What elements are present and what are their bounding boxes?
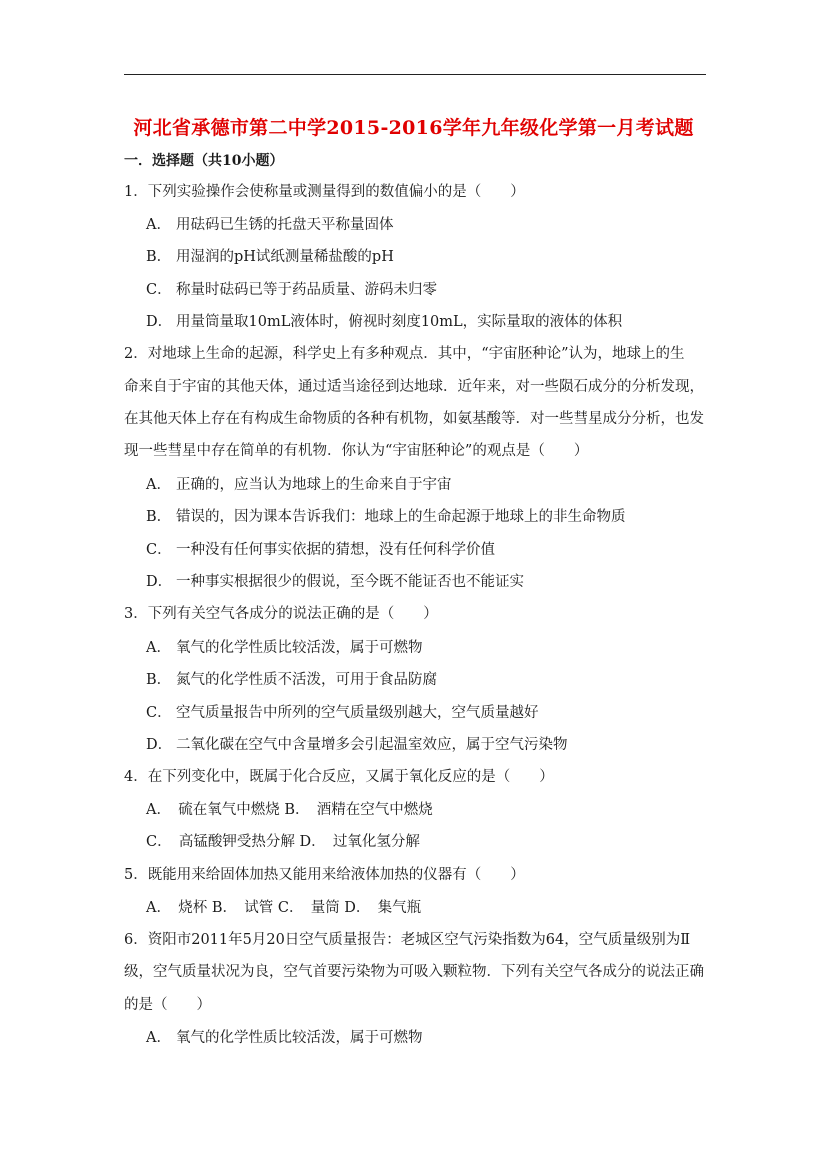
option-text: 氧气的化学性质比较活泼，属于可燃物	[176, 1030, 423, 1046]
option-text: 称量时砝码已等于药品质量、游码未归零	[176, 282, 437, 298]
question-2-option-a	[146, 476, 452, 494]
question-3-option-a	[146, 639, 423, 657]
question-1-option-a	[146, 216, 394, 234]
question-6-stem-line-3: 的是（ ）	[124, 997, 211, 1013]
option-text: 错误的，因为课本告诉我们：地球上的生命起源于地球上的非生命物质	[176, 509, 626, 525]
option-text: 用量筒量取10mL液体时，俯视时刻度10mL，实际量取的液体的体积	[176, 314, 623, 330]
option-text: 一种事实根据很少的假说，至今既不能证否也不能证实	[176, 574, 524, 590]
option-key: C．	[146, 542, 172, 558]
question-3-option-c	[146, 704, 539, 722]
question-6-stem-line-1: 6．资阳市2011年5月20日空气质量报告：老城区空气污染指数为64，空气质量级别为Ⅱ	[124, 932, 691, 948]
question-4-options-line-2: C． 高锰酸钾受热分解 D． 过氧化氢分解	[146, 834, 420, 850]
option-key: B．	[146, 672, 172, 688]
question-6-stem-line-2: 级，空气质量状况为良，空气首要污染物为可吸入颗粒物．下列有关空气各成分的说法正确	[124, 964, 704, 980]
question-1-option-b	[146, 248, 394, 266]
question-3-stem: 3．下列有关空气各成分的说法正确的是（ ）	[124, 606, 438, 622]
question-2-option-b	[146, 508, 626, 526]
question-1-option-c	[146, 281, 437, 299]
option-key: D．	[146, 574, 173, 590]
question-1-option-d	[146, 313, 622, 331]
option-key: A．	[146, 217, 171, 233]
question-2-option-c	[146, 541, 495, 559]
option-key: B．	[146, 509, 172, 525]
question-4-stem: 4．在下列变化中，既属于化合反应，又属于氧化反应的是（ ）	[124, 769, 554, 785]
question-1-stem: 1．下列实验操作会使称量或测量得到的数值偏小的是（ ）	[124, 184, 525, 200]
option-text: 空气质量报告中所列的空气质量级别越大，空气质量越好	[176, 705, 539, 721]
option-text: 氧气的化学性质比较活泼，属于可燃物	[176, 640, 423, 656]
document-title: 河北省承德市第二中学2015-2016学年九年级化学第一月考试题	[133, 117, 694, 139]
option-text: 用砝码已生锈的托盘天平称量固体	[176, 217, 394, 233]
section-heading: 一．选择题（共10小题）	[124, 153, 284, 169]
question-3-option-d	[146, 736, 568, 754]
option-text: 氮气的化学性质不活泼，可用于食品防腐	[176, 672, 437, 688]
option-text: 用湿润的pH试纸测量稀盐酸的pH	[176, 249, 394, 265]
question-2-stem-line-3: 在其他天体上存在有构成生命物质的各种有机物，如氨基酸等．对一些彗星成分分析，也发	[124, 411, 704, 427]
question-5-options-line: A． 烧杯 B． 试管 C． 量筒 D． 集气瓶	[146, 900, 422, 916]
option-text: 一种没有任何事实依据的猜想，没有任何科学价值	[176, 542, 495, 558]
option-key: A．	[146, 640, 171, 656]
option-key: D．	[146, 737, 173, 753]
question-4-options-line-1: A． 硫在氧气中燃烧 B． 酒精在空气中燃烧	[146, 802, 433, 818]
option-text: 正确的，应当认为地球上的生命来自于宇宙	[176, 477, 452, 493]
question-2-option-d	[146, 573, 524, 591]
question-2-stem-line-1: 2．对地球上生命的起源，科学史上有多种观点．其中，“宇宙胚种论”认为，地球上的生	[124, 346, 685, 362]
option-key: D．	[146, 314, 173, 330]
option-key: B．	[146, 249, 172, 265]
question-2-stem-line-2: 命来自于宇宙的其他天体，通过适当途径到达地球．近年来，对一些陨石成分的分析发现，	[124, 379, 704, 395]
header-rule	[124, 74, 706, 75]
option-key: C．	[146, 705, 172, 721]
option-key: A．	[146, 1030, 171, 1046]
question-5-stem: 5．既能用来给固体加热又能用来给液体加热的仪器有（ ）	[124, 867, 525, 883]
option-key: C．	[146, 282, 172, 298]
option-key: A．	[146, 477, 171, 493]
option-text: 二氧化碳在空气中含量增多会引起温室效应，属于空气污染物	[176, 737, 568, 753]
question-6-option-a	[146, 1029, 423, 1047]
question-2-stem-line-4: 现一些彗星中存在简单的有机物．你认为“宇宙胚种论”的观点是（ ）	[124, 443, 589, 459]
question-3-option-b	[146, 671, 437, 689]
